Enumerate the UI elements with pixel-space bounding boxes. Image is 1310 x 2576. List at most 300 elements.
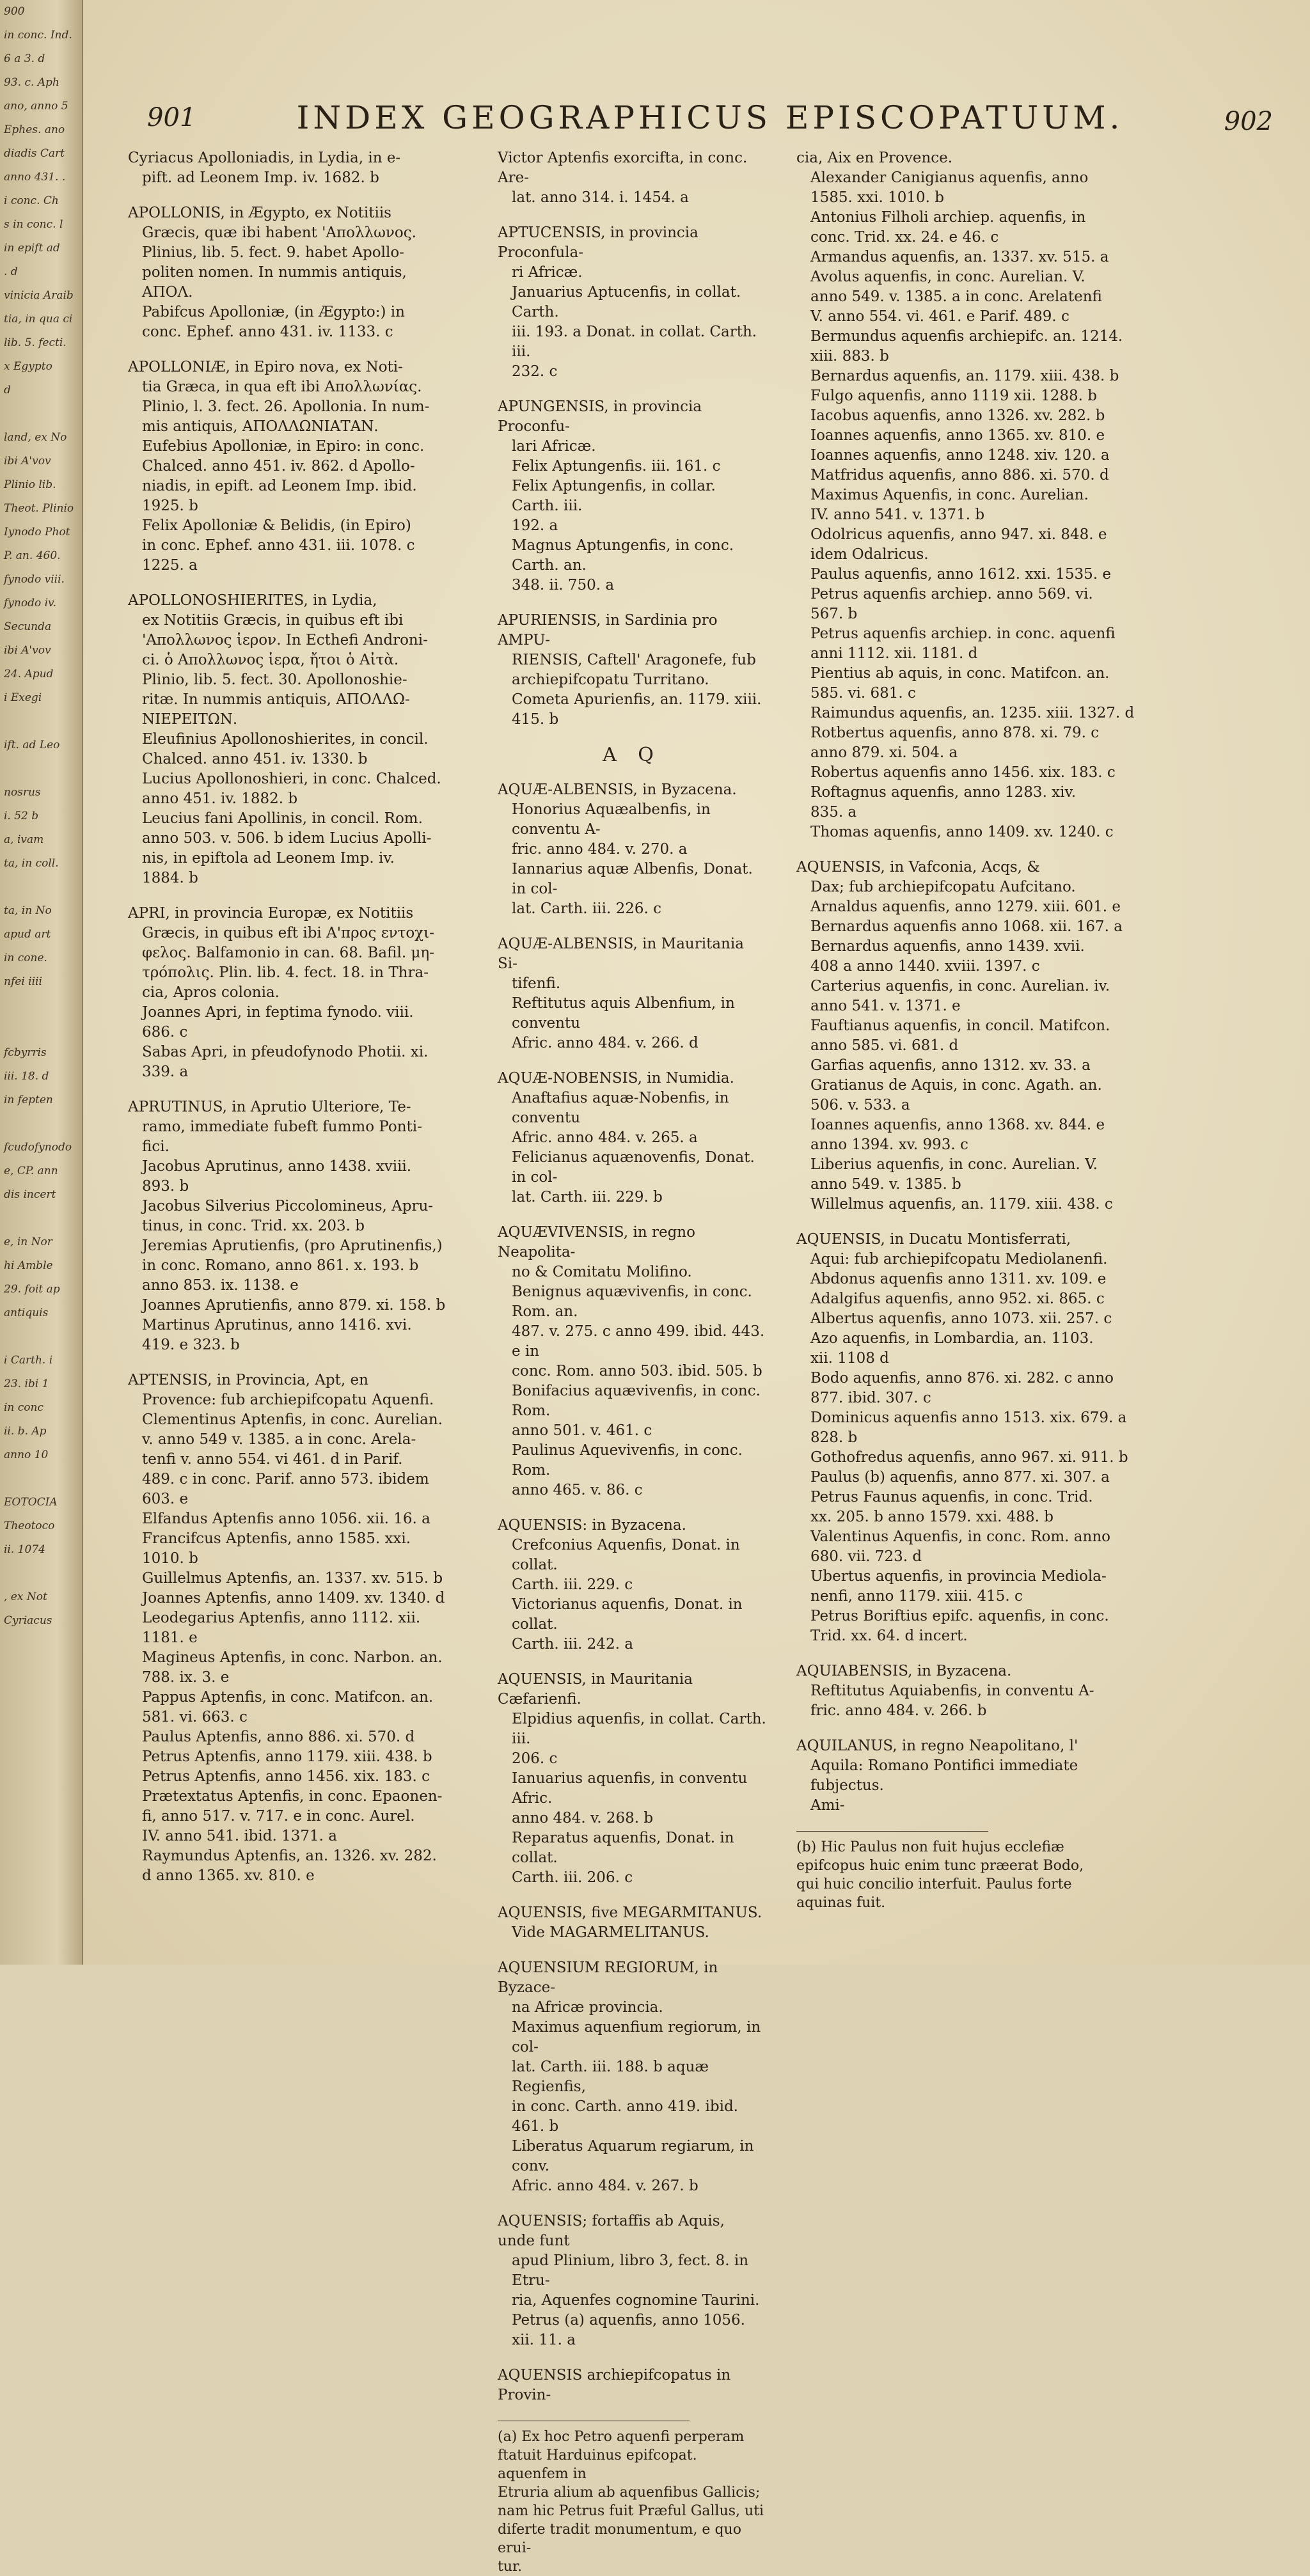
strip-line: i Exegi	[4, 691, 42, 704]
entry-line: Fulgo aquenfis, anno 1119 xii. 1288. b	[810, 388, 1097, 404]
entry-heading: APOLLONIS, in Ægypto, ex Notitiis	[128, 205, 391, 221]
entry-line: 408 a anno 1440. xviii. 1397. c	[810, 958, 1040, 975]
entry-heading: Cyriacus Apolloniadis, in Lydia, in e-	[128, 150, 401, 166]
entry-line: Joannes Aprutienfis, anno 879. xi. 158. b	[142, 1297, 446, 1314]
strip-line	[0, 1467, 82, 1491]
strip-line	[0, 402, 82, 426]
entry-line: Maximus aquenfium regiorum, in col-	[512, 2019, 761, 2055]
entry-line: Benignus aquævivenfis, in conc. Rom. an.	[512, 1284, 752, 1320]
strip-line: ano, anno 5	[4, 100, 68, 113]
strip-line: 29. foit ap	[4, 1283, 60, 1296]
footnote-b	[796, 1838, 1155, 1912]
entry-line: Raimundus aquenfis, an. 1235. xiii. 1327. d	[810, 705, 1135, 721]
entry-line: fi, anno 517. v. 717. e in conc. Aurel.	[142, 1808, 415, 1825]
entry-line: ci. ὁ Απολλωνος ἱερα, ἤτοι ὁ Αἰτὰ.	[142, 652, 399, 668]
strip-line: Theot. Plinio	[4, 502, 74, 515]
entry-line: anno 549. v. 1385. b	[810, 1176, 961, 1193]
entry-line: Aqui: fub archiepifcopatu Mediolanenfi.	[810, 1251, 1108, 1268]
entry-line: nis, in epiftola ad Leonem Imp. iv.	[142, 850, 395, 867]
entry-line: Januarius Aptucenfis, in collat. Carth.	[512, 284, 741, 320]
entry-line: Carth. iii. 242. a	[512, 1636, 633, 1653]
strip-line: Secunda	[4, 620, 52, 633]
entry-line: anno 585. vi. 681. d	[810, 1037, 959, 1054]
entry-line: mis antiquis, ΑΠΟΛΛΩΝΙΑΤΑΝ.	[142, 418, 379, 435]
strip-line: fynodo iv.	[4, 597, 57, 609]
page-title: INDEX GEOGRAPHICUS EPISCOPATUUM.	[296, 99, 1124, 136]
strip-line: anno 431. .	[4, 171, 66, 184]
entry-line: Eleufinius Apollonoshierites, in concil.	[142, 731, 429, 748]
index-entry	[128, 904, 486, 1082]
entry-line: Reparatus aquenfis, Donat. in collat.	[512, 1830, 734, 1866]
entry-line: Leodegarius Aptenfis, anno 1112. xii.	[142, 1610, 421, 1626]
entry-line: xii. 1108 d	[810, 1350, 889, 1367]
entry-heading: APTENSIS, in Provincia, Apt, en	[128, 1372, 368, 1388]
entry-heading: Victor Aptenfis exorcifta, in conc. Are-	[498, 150, 748, 186]
strip-line: d	[4, 384, 11, 397]
entry-heading: AQUENSIS, in Vafconia, Acqs, &	[796, 859, 1040, 876]
entry-line: Martinus Aprutinus, anno 1416. xvi.	[142, 1317, 412, 1333]
entry-line: lat. Carth. iii. 226. c	[512, 900, 662, 917]
entry-line: Iannarius aquæ Albenfis, Donat. in col-	[512, 861, 753, 897]
entry-line: Honorius Aquæalbenfis, in conventu A-	[512, 801, 711, 838]
right-page-number: 902	[1224, 107, 1273, 136]
entry-line: Antonius Filholi archiep. aquenfis, in	[810, 209, 1086, 226]
entry-line: Liberius aquenfis, in conc. Aurelian. V.	[810, 1156, 1098, 1173]
entry-line: 686. c	[142, 1024, 188, 1041]
entry-line: Dominicus aquenfis anno 1513. xix. 679. a	[810, 1410, 1127, 1426]
strip-line: hi Amble	[4, 1259, 53, 1272]
entry-line: Trid. xx. 64. d incert.	[810, 1628, 968, 1644]
entry-line: Felicianus aquænovenfis, Donat. in col-	[512, 1149, 755, 1186]
entry-line: 339. a	[142, 1064, 189, 1080]
entry-line: Carterius aquenfis, in conc. Aurelian. iv.	[810, 978, 1110, 994]
entry-heading: A Q	[603, 744, 661, 766]
entry-line: 567. b	[810, 606, 858, 622]
entry-line: Roftagnus aquenfis, anno 1283. xiv.	[810, 784, 1077, 801]
entry-line: Joannes Apri, in feptima fynodo. viii.	[142, 1004, 414, 1021]
entry-line: Afric. anno 484. v. 267. b	[512, 2178, 698, 2194]
strip-line: in epift ad	[4, 242, 60, 255]
footnote-line: qui huic concilio interfuit. Paulus forte	[796, 1876, 1072, 1892]
entry-line: Sabas Apri, in pfeudofynodo Photii. xi.	[142, 1044, 429, 1060]
entry-line: Eufebius Apolloniæ, in Epiro: in conc.	[142, 438, 425, 455]
strip-line	[0, 1207, 82, 1230]
index-entry	[498, 1903, 766, 1943]
entry-line: fric. anno 484. v. 270. a	[512, 841, 688, 858]
entry-line: Arnaldus aquenfis, anno 1279. xiii. 601. e	[810, 899, 1121, 915]
footnote-line: ftatuit Harduinus epifcopat. aquenfem in	[498, 2447, 697, 2482]
entry-line: Jacobus Aprutinus, anno 1438. xviii.	[142, 1158, 412, 1175]
entry-heading: APOLLONOSHIERITES, in Lydia,	[128, 592, 377, 609]
entry-line: lat. Carth. iii. 188. b aquæ Regienfis,	[512, 2059, 709, 2095]
entry-line: Provence: fub archiepifcopatu Aquenfi.	[142, 1392, 434, 1408]
entry-line: pift. ad Leonem Imp. iv. 1682. b	[142, 169, 379, 186]
entry-line: Ioannes aquenfis, anno 1248. xiv. 120. a	[810, 447, 1110, 464]
entry-line: Avolus aquenfis, in conc. Aurelian. V.	[810, 269, 1085, 285]
index-entry	[498, 223, 766, 382]
strip-line: diadis Cart	[4, 147, 65, 160]
strip-line	[0, 1112, 82, 1136]
entry-line: Plinius, lib. 5. fect. 9. habet Apollo-	[142, 244, 404, 261]
entry-line: Felix Apolloniæ & Belidis, (in Epiro)	[142, 517, 411, 534]
entry-line: Adalgifus aquenfis, anno 952. xi. 865. c	[810, 1291, 1105, 1307]
strip-line: ibi A'vov	[4, 455, 51, 467]
entry-heading: AQUILANUS, in regno Neapolitano, l'	[796, 1738, 1078, 1754]
entry-line: tinus, in conc. Trid. xx. 203. b	[142, 1218, 365, 1234]
entry-line: Guillelmus Aptenfis, an. 1337. xv. 515. b	[142, 1570, 443, 1587]
entry-line: Matfridus aquenfis, anno 886. xi. 570. d	[810, 467, 1109, 483]
entry-line: Fauftianus aquenfis, in concil. Matifcon.	[810, 1017, 1110, 1034]
entry-line: Ianuarius aquenfis, in conventu Afric.	[512, 1770, 748, 1807]
strip-line	[0, 1325, 82, 1349]
entry-line: lat. anno 314. i. 1454. a	[512, 189, 689, 206]
entry-heading: AQUENSIS, in Ducatu Montisferrati,	[796, 1231, 1071, 1248]
strip-line: in cone.	[4, 952, 47, 964]
strip-line: ift. ad Leo	[4, 739, 60, 751]
column-middle	[498, 148, 766, 2576]
entry-line: Anaftafius aquæ-Nobenfis, in conventu	[512, 1090, 729, 1126]
strip-line	[0, 710, 82, 734]
strip-line: apud art	[4, 928, 51, 941]
entry-line: Liberatus Aquarum regiarum, in conv.	[512, 2138, 754, 2174]
entry-line: archiepifcopatu Turritano.	[512, 671, 709, 688]
index-entry	[796, 148, 1155, 842]
footnote-line: Etruria alium ab aquenfibus Gallicis;	[498, 2485, 761, 2501]
entry-line: 788. ix. 3. e	[142, 1669, 230, 1686]
strip-line: in fepten	[4, 1094, 53, 1106]
entry-line: lat. Carth. iii. 229. b	[512, 1189, 663, 1206]
entry-line: anno 484. v. 268. b	[512, 1810, 654, 1826]
entry-line: Græcis, quæ ibi habent 'Απολλωνος.	[142, 224, 416, 241]
strip-line: 900	[4, 5, 25, 18]
entry-line: Bernardus aquenfis, an. 1179. xiii. 438. b	[810, 368, 1119, 384]
entry-heading: AQUIABENSIS, in Byzacena.	[796, 1663, 1012, 1679]
entry-line: anno 853. ix. 1138. e	[142, 1277, 299, 1294]
footnote-rule	[796, 1831, 988, 1832]
entry-line: xx. 205. b anno 1579. xxi. 488. b	[810, 1509, 1054, 1525]
entry-line: Francifcus Aptenfis, anno 1585. xxi.	[142, 1530, 411, 1547]
entry-line: tia Græca, in qua eft ibi Απολλωνίας.	[142, 379, 422, 395]
entry-line: Armandus aquenfis, an. 1337. xv. 515. a	[810, 249, 1109, 265]
strip-line: anno 10	[4, 1449, 49, 1461]
entry-line: Jeremias Aprutienfis, (pro Aprutinenfis,)	[142, 1237, 443, 1254]
entry-line: 877. ibid. 307. c	[810, 1390, 931, 1406]
strip-line: 6 a 3. d	[4, 52, 45, 65]
footnote-line: (a) Ex hoc Petro aquenfi perperam	[498, 2429, 745, 2445]
entry-line: Pabifcus Apolloniæ, (in Ægypto:) in	[142, 304, 405, 320]
entry-line: Paulus aquenfis, anno 1612. xxi. 1535. e	[810, 566, 1112, 583]
entry-line: Ioannes aquenfis, anno 1365. xv. 810. e	[810, 427, 1105, 444]
entry-line: Paulus Aptenfis, anno 886. xi. 570. d	[142, 1729, 415, 1745]
index-entry	[796, 1736, 1155, 1816]
entry-line: Petrus Aptenfis, anno 1456. xix. 183. c	[142, 1768, 430, 1785]
entry-line: 1585. xxi. 1010. b	[810, 189, 944, 206]
entry-line: ri Africæ.	[512, 264, 583, 281]
entry-line: Carth. iii. 229. c	[512, 1576, 633, 1593]
entry-line: Bernardus aquenfis, anno 1439. xvii.	[810, 938, 1085, 955]
index-entry	[128, 203, 486, 342]
index-entry	[498, 148, 766, 208]
entry-line: V. anno 554. vi. 461. e Parif. 489. c	[810, 308, 1069, 325]
index-entry	[498, 1670, 766, 1888]
entry-line: Gothofredus aquenfis, anno 967. xi. 911. b	[810, 1449, 1128, 1466]
index-entry	[128, 148, 486, 188]
column-left	[128, 148, 486, 1901]
entry-line: Abdonus aquenfis anno 1311. xv. 109. e	[810, 1271, 1107, 1287]
entry-line: Bernardus aquenfis anno 1068. xii. 167. a	[810, 918, 1123, 935]
entry-line: Felix Aptungenfis. iii. 161. c	[512, 458, 721, 475]
entry-line: Afric. anno 484. v. 265. a	[512, 1129, 698, 1146]
entry-line: 893. b	[142, 1178, 189, 1195]
entry-line: 828. b	[810, 1429, 858, 1446]
entry-line: 487. v. 275. c anno 499. ibid. 443. e in	[512, 1323, 765, 1360]
entry-heading: AQUÆVIVENSIS, in regno Neapolita-	[498, 1224, 695, 1261]
entry-heading: AQUENSIS, five MEGARMITANUS.	[498, 1905, 762, 1921]
entry-line: Bonifacius aquævivenfis, in conc. Rom.	[512, 1383, 761, 1419]
entry-line: fici.	[142, 1138, 170, 1155]
entry-line: Prætextatus Aptenfis, in conc. Epaonen-	[142, 1788, 443, 1805]
entry-line: RIENSIS, Caftell' Aragonefe, fub	[512, 652, 756, 668]
entry-heading: APOLLONIÆ, in Epiro nova, ex Noti-	[128, 359, 403, 375]
entry-heading: AQUÆ-ALBENSIS, in Mauritania Si-	[498, 936, 744, 972]
entry-line: Albertus aquenfis, anno 1073. xii. 257. c	[810, 1310, 1112, 1327]
strip-line: Theotoco	[4, 1520, 55, 1532]
entry-line: lari Africæ.	[512, 438, 596, 455]
entry-line: politen nomen. In nummis antiquis,	[142, 264, 407, 281]
strip-line: nosrus	[4, 786, 41, 799]
entry-line: Paulus (b) aquenfis, anno 877. xi. 307. a	[810, 1469, 1110, 1486]
entry-line: Petrus (a) aquenfis, anno 1056. xii. 11. a	[512, 2312, 745, 2348]
index-entry	[128, 591, 486, 888]
strip-line	[0, 1633, 82, 1656]
strip-line: ii. b. Ap	[4, 1425, 47, 1438]
strip-line: s in conc. l	[4, 218, 63, 231]
entry-line: Lucius Apollonoshieri, in conc. Chalced.	[142, 771, 441, 787]
strip-line: 93. c. Aph	[4, 76, 59, 89]
entry-heading: AQUÆ-NOBENSIS, in Numidia.	[498, 1070, 734, 1087]
entry-line: 835. a	[810, 804, 857, 821]
entry-line: 581. vi. 663. c	[142, 1709, 248, 1725]
entry-line: Raymundus Aptenfis, an. 1326. xv. 282.	[142, 1848, 437, 1864]
strip-line: vinicia Araib	[4, 289, 74, 302]
column-right	[796, 148, 1155, 1912]
entry-line: Clementinus Aptenfis, in conc. Aurelian.	[142, 1411, 443, 1428]
strip-line: Ephes. ano	[4, 123, 65, 136]
strip-line	[0, 1017, 82, 1041]
entry-line: tifenfi.	[512, 975, 561, 992]
index-entry	[498, 1069, 766, 1207]
index-entry	[128, 1370, 486, 1886]
strip-line: ta, in coll.	[4, 857, 59, 870]
entry-heading: APRUTINUS, in Aprutio Ulteriore, Te-	[128, 1099, 411, 1115]
entry-line: Elfandus Aptenfis anno 1056. xii. 16. a	[142, 1511, 430, 1527]
entry-line: 348. ii. 750. a	[512, 577, 615, 593]
entry-line: ritæ. In nummis antiquis, ΑΠΟΛΛΩ-	[142, 691, 410, 708]
index-entry	[796, 1661, 1155, 1721]
footnote-line: nam hic Petrus fuit Præful Gallus, uti	[498, 2503, 764, 2519]
entry-line: Valentinus Aquenfis, in conc. Rom. anno	[810, 1528, 1110, 1545]
entry-line: niadis, in epift. ad Leonem Imp. ibid.	[142, 478, 417, 494]
previous-page-strip	[0, 0, 83, 1965]
strip-line: fynodo viii.	[4, 573, 65, 586]
index-entry	[498, 745, 766, 765]
entry-line: Pappus Aptenfis, in conc. Matifcon. an.	[142, 1689, 434, 1706]
entry-line: Dax; fub archiepifcopatu Aufcitano.	[810, 879, 1076, 895]
entry-line: 1884. b	[142, 870, 198, 886]
strip-line	[0, 994, 82, 1017]
entry-line: Bermundus aquenfis archiepifc. an. 1214.	[810, 328, 1123, 345]
strip-line: ii. 1074	[4, 1543, 45, 1556]
entry-line: no & Comitatu Molifino.	[512, 1264, 692, 1280]
index-entry	[498, 2366, 766, 2405]
entry-line: anno 541. v. 1371. e	[810, 998, 961, 1014]
entry-line: in conc. Carth. anno 419. ibid. 461. b	[512, 2098, 738, 2135]
strip-line: fcudofynodo	[4, 1141, 72, 1154]
footnote-line: epifcopus huic enim tunc præerat Bodo,	[796, 1858, 1084, 1874]
entry-line: IV. anno 541. ibid. 1371. a	[142, 1828, 337, 1844]
index-entry	[796, 1230, 1155, 1646]
entry-line: ramo, immediate fubeft fummo Ponti-	[142, 1119, 422, 1135]
strip-line: 24. Apud	[4, 668, 54, 680]
entry-line: 192. a	[512, 517, 558, 534]
strip-line: lib. 5. fecti.	[4, 336, 67, 349]
index-entry	[498, 1516, 766, 1654]
entry-line: 232. c	[512, 363, 558, 380]
entry-line: Chalced. anno 451. iv. 862. d Apollo-	[142, 458, 415, 475]
entry-line: ex Notitiis Græcis, in quibus eft ibi	[142, 612, 404, 629]
strip-line: ta, in No	[4, 904, 52, 917]
entry-line: 1225. a	[142, 557, 198, 574]
strip-line	[0, 876, 82, 899]
index-entry	[498, 780, 766, 919]
entry-line: 'Απολλωνος ἱερον. In Ecthefi Androni-	[142, 632, 428, 648]
strip-line: in conc. Ind.	[4, 29, 72, 42]
entry-line: anno 503. v. 506. b idem Lucius Apolli-	[142, 830, 432, 847]
entry-line: Reftitutus aquis Albenfium, in conventu	[512, 995, 735, 1032]
strip-line: antiquis	[4, 1307, 49, 1319]
entry-line: 206. c	[512, 1750, 558, 1767]
entry-line: na Africæ provincia.	[512, 1999, 663, 2016]
entry-line: anno 465. v. 86. c	[512, 1482, 643, 1498]
entry-line: iii. 193. a Donat. in collat. Carth. iii.	[512, 324, 757, 360]
entry-line: v. anno 549 v. 1385. a in conc. Arela-	[142, 1431, 416, 1448]
entry-line: Petrus Boriftius epifc. aquenfis, in conc.	[810, 1608, 1109, 1624]
entry-line: Plinio, lib. 5. fect. 30. Apollonoshie-	[142, 671, 407, 688]
entry-line: 1925. b	[142, 498, 198, 514]
entry-line: anno 1394. xv. 993. c	[810, 1136, 968, 1153]
footnote-line: diferte tradit monumentum, e quo erui-	[498, 2522, 741, 2556]
entry-line: Thomas aquenfis, anno 1409. xv. 1240. c	[810, 824, 1114, 840]
entry-line: Azo aquenfis, in Lombardia, an. 1103.	[810, 1330, 1094, 1347]
entry-line: apud Plinium, libro 3, fect. 8. in Etru-	[512, 2252, 749, 2289]
entry-line: Petrus Faunus aquenfis, in conc. Trid.	[810, 1489, 1093, 1505]
entry-line: Reftitutus Aquiabenfis, in conventu A-	[810, 1683, 1094, 1699]
entry-line: conc. Ephef. anno 431. iv. 1133. c	[142, 324, 393, 340]
entry-line: Crefconius Aquenfis, Donat. in collat.	[512, 1537, 740, 1573]
entry-heading: APTUCENSIS, in provincia Proconfula-	[498, 224, 698, 261]
entry-line: cia, Apros colonia.	[142, 984, 280, 1001]
entry-line: Cometa Apurienfis, an. 1179. xiii. 415. b	[512, 691, 762, 728]
entry-line: 585. vi. 681. c	[810, 685, 916, 702]
strip-line: EOTOCIA	[4, 1496, 58, 1509]
entry-line: Willelmus aquenfis, an. 1179. xiii. 438. c	[810, 1196, 1113, 1213]
strip-line: Cyriacus	[4, 1614, 52, 1627]
strip-line: nfei iiii	[4, 975, 42, 988]
entry-line: Pientius ab aquis, in conc. Matifcon. an.	[810, 665, 1110, 682]
strip-line: P. an. 460.	[4, 549, 61, 562]
entry-line: anno 501. v. 461. c	[512, 1422, 652, 1439]
entry-heading: AQUENSIS archiepifcopatus in Provin-	[498, 2367, 731, 2403]
strip-line: 23. ibi 1	[4, 1378, 49, 1390]
entry-line: Ubertus aquenfis, in provincia Mediola-	[810, 1568, 1107, 1585]
entry-line: Carth. iii. 206. c	[512, 1869, 633, 1886]
entry-line: Ioannes aquenfis, anno 1368. xv. 844. e	[810, 1117, 1105, 1133]
index-entry	[128, 1097, 486, 1355]
entry-heading: APRI, in provincia Europæ, ex Notitiis	[128, 905, 414, 922]
entry-line: tenfi v. anno 554. vi 461. d in Parif.	[142, 1451, 403, 1468]
strip-line: land, ex No	[4, 431, 67, 444]
entry-line: Paulinus Aquevivenfis, in conc. Rom.	[512, 1442, 743, 1479]
entry-line: in conc. Ephef. anno 431. iii. 1078. c	[142, 537, 415, 554]
entry-line: Robertus aquenfis anno 1456. xix. 183. c	[810, 764, 1116, 781]
strip-line: Plinio lib.	[4, 478, 56, 491]
strip-line: , ex Not	[4, 1590, 47, 1603]
entry-line: in conc. Romano, anno 861. x. 193. b	[142, 1257, 419, 1274]
strip-line: e, CP. ann	[4, 1165, 58, 1177]
footnote-line: (b) Hic Paulus non fuit hujus ecclefiæ	[796, 1839, 1064, 1855]
entry-line: nenfi, anno 1179. xiii. 415. c	[810, 1588, 1023, 1605]
index-entry	[498, 1958, 766, 2196]
strip-line	[0, 757, 82, 781]
entry-line: fubjectus.	[810, 1777, 884, 1794]
entry-line: Magineus Aptenfis, in conc. Narbon. an.	[142, 1649, 443, 1666]
entry-heading: AQUENSIS: in Byzacena.	[498, 1517, 686, 1534]
entry-line: Græcis, in quibus eft ibi Α'προς εντοχι-	[142, 925, 434, 941]
strip-line: a, ivam	[4, 833, 44, 846]
entry-line: Gratianus de Aquis, in conc. Agath. an.	[810, 1077, 1102, 1094]
index-entry	[498, 934, 766, 1053]
entry-line: 603. e	[142, 1491, 189, 1507]
strip-line: iii. 18. d	[4, 1070, 49, 1083]
entry-line: anno 549. v. 1385. a in conc. Arelatenfi	[810, 288, 1102, 305]
entry-line: Vide MAGARMELITANUS.	[512, 1924, 709, 1941]
entry-line: Iacobus aquenfis, anno 1326. xv. 282. b	[810, 407, 1105, 424]
strip-line: . d	[4, 265, 18, 278]
index-entry	[498, 2211, 766, 2350]
index-entry	[498, 611, 766, 730]
entry-line: idem Odalricus.	[810, 546, 929, 563]
strip-line: i conc. Ch	[4, 194, 59, 207]
index-entry	[498, 1223, 766, 1500]
entry-line: Petrus aquenfis archiep. anno 569. vi.	[810, 586, 1093, 602]
entry-line: Felix Aptungenfis, in collar. Carth. iii.	[512, 478, 716, 514]
entry-heading: AQUENSIS, in Mauritania Cæfarienfi.	[498, 1671, 693, 1708]
entry-line: xiii. 883. b	[810, 348, 889, 365]
entry-line: d anno 1365. xv. 810. e	[142, 1867, 315, 1884]
entry-line: Joannes Aptenfis, anno 1409. xv. 1340. d	[142, 1590, 445, 1606]
footnote-line: tur.	[498, 2559, 523, 2575]
entry-line: τρόπολις. Plin. lib. 4. fect. 18. in Thra-	[142, 964, 429, 981]
entry-line: conc. Rom. anno 503. ibid. 505. b	[512, 1363, 762, 1379]
entry-heading: cia, Aix en Provence.	[796, 150, 953, 166]
footnote-line: aquinas fuit.	[796, 1895, 886, 1911]
strip-line: dis incert	[4, 1188, 56, 1201]
entry-line: Plinio, l. 3. fect. 26. Apollonia. In num-	[142, 398, 430, 415]
entry-line: 489. c in conc. Parif. anno 573. ibidem	[142, 1471, 429, 1488]
entry-heading: APURIENSIS, in Sardinia pro AMPU-	[498, 612, 718, 648]
entry-line: conc. Trid. xx. 24. e 46. c	[810, 229, 999, 246]
entry-line: anni 1112. xii. 1181. d	[810, 645, 978, 662]
